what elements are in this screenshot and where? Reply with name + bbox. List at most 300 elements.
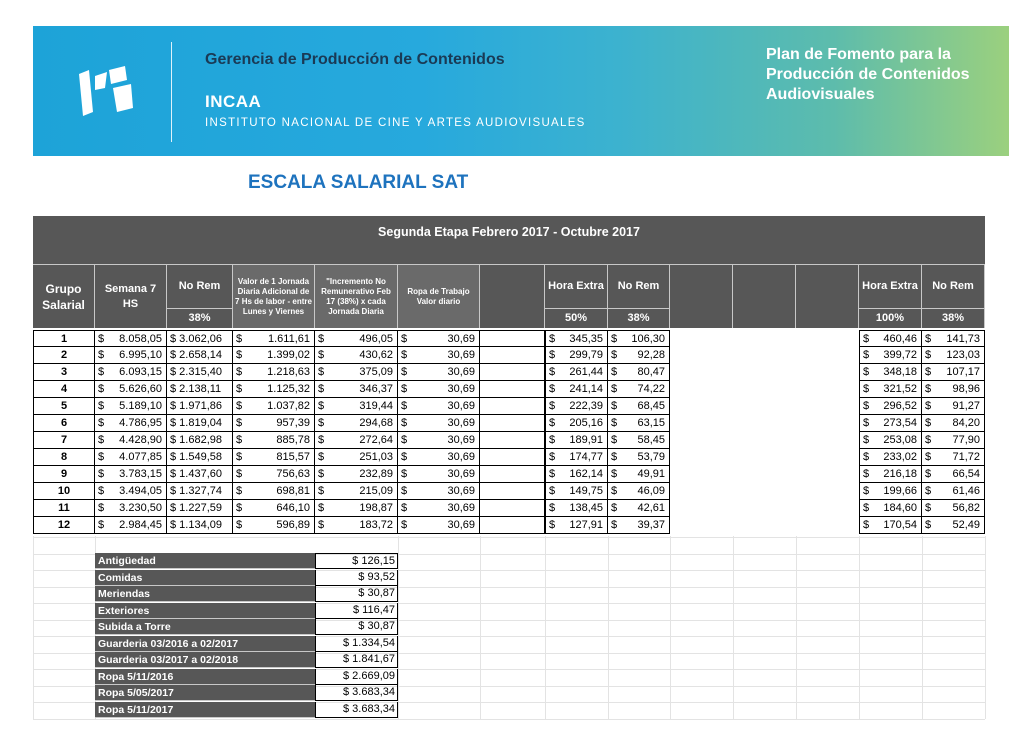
table-cell-blank [480, 381, 545, 398]
cell-value: 430,62 [359, 349, 393, 361]
cell-value: 6.093,15 [119, 366, 162, 378]
table-cell-he100 [859, 398, 922, 415]
grid-line [608, 536, 609, 719]
org-full-name: INSTITUTO NACIONAL DE CINE Y ARTES AUDIOVISUALES [205, 117, 586, 129]
table-cell-blank [480, 500, 545, 517]
table-cell-semana [95, 364, 167, 381]
currency-symbol: $ [318, 366, 325, 378]
currency-symbol: $ [611, 451, 618, 463]
cell-value: 30,69 [447, 349, 475, 361]
table-cell-ropa [398, 415, 480, 432]
table-cell-g: 4 [33, 381, 95, 398]
table-cell-incr [315, 483, 398, 500]
currency-symbol: $ [611, 434, 618, 446]
cell-value: 30,69 [447, 333, 475, 345]
cell-value: 92,28 [637, 349, 665, 361]
table-cell-ropa [398, 330, 480, 347]
table-cell-nr50 [608, 398, 670, 415]
table-cell-norem: $ 1.327,74 [167, 483, 233, 500]
col-header-blank-2 [670, 264, 733, 328]
table-cell-incr [315, 449, 398, 466]
table-cell-he100 [859, 347, 922, 364]
concept-value: $ 3.683,34 [315, 685, 398, 701]
currency-symbol: $ [98, 400, 105, 412]
cell-value: 6.995,10 [119, 349, 162, 361]
cell-value: 319,44 [359, 400, 393, 412]
concept-value: $ 116,47 [315, 603, 398, 619]
cell-value: 141,73 [946, 333, 980, 345]
grid-line [480, 536, 481, 719]
cell-value: 273,54 [883, 417, 917, 429]
cell-value: 138,45 [569, 502, 603, 514]
cell-value: 107,17 [946, 366, 980, 378]
currency-symbol: $ [401, 366, 408, 378]
currency-symbol: $ [401, 333, 408, 345]
incaa-logo-icon [75, 64, 137, 120]
cell-value: 162,14 [569, 468, 603, 480]
table-cell-he50 [545, 415, 608, 432]
table-cell-he100 [859, 500, 922, 517]
currency-symbol: $ [401, 383, 408, 395]
page-title: ESCALA SALARIAL SAT [248, 172, 469, 193]
currency-symbol: $ [925, 502, 932, 514]
currency-symbol: $ [863, 400, 870, 412]
table-cell-nr100 [922, 483, 985, 500]
currency-symbol: $ [318, 485, 325, 497]
table-cell-incr [315, 432, 398, 449]
concept-label: Ropa 5/11/2016 [95, 669, 315, 685]
currency-symbol: $ [611, 333, 618, 345]
currency-symbol: $ [98, 366, 105, 378]
table-cell-semana [95, 347, 167, 364]
cell-value: 30,69 [447, 485, 475, 497]
table-cell-he50 [545, 500, 608, 517]
cell-value: 127,91 [569, 519, 603, 531]
table-cell-he100 [859, 449, 922, 466]
table-cell-g: 8 [33, 449, 95, 466]
cell-value: 71,72 [952, 451, 980, 463]
currency-symbol: $ [318, 383, 325, 395]
cell-value: 49,91 [637, 468, 665, 480]
grid-line [733, 536, 734, 719]
currency-symbol: $ [236, 383, 243, 395]
currency-symbol: $ [925, 333, 932, 345]
cell-value: 3.494,05 [119, 485, 162, 497]
table-cell-nr50 [608, 330, 670, 347]
table-cell-nr50 [608, 415, 670, 432]
currency-symbol: $ [863, 485, 870, 497]
cell-value: 3.230,50 [119, 502, 162, 514]
currency-symbol: $ [401, 502, 408, 514]
grid-line [33, 537, 985, 538]
table-cell-jornada [233, 381, 315, 398]
table-cell-nr50 [608, 449, 670, 466]
currency-symbol: $ [401, 485, 408, 497]
cell-value: 53,79 [637, 451, 665, 463]
currency-symbol: $ [863, 434, 870, 446]
currency-symbol: $ [549, 417, 556, 429]
grid-line [796, 536, 797, 719]
cell-value: 46,09 [637, 485, 665, 497]
currency-symbol: $ [236, 502, 243, 514]
currency-symbol: $ [611, 485, 618, 497]
table-cell-incr [315, 381, 398, 398]
table-cell-norem: $ 2.658,14 [167, 347, 233, 364]
currency-symbol: $ [236, 366, 243, 378]
table-cell-blank [480, 449, 545, 466]
table-cell-he100 [859, 415, 922, 432]
cell-value: 183,72 [359, 519, 393, 531]
cell-value: 91,27 [952, 400, 980, 412]
currency-symbol: $ [925, 349, 932, 361]
cell-value: 345,35 [569, 333, 603, 345]
table-cell-he100 [859, 364, 922, 381]
grid-line [545, 536, 546, 719]
table-cell-nr50 [608, 483, 670, 500]
concept-label: Ropa 5/11/2017 [95, 702, 315, 718]
cell-value: 198,87 [359, 502, 393, 514]
table-cell-nr100 [922, 330, 985, 347]
currency-symbol: $ [318, 349, 325, 361]
table-cell-norem: $ 1.549,58 [167, 449, 233, 466]
currency-symbol: $ [236, 451, 243, 463]
table-cell-nr50 [608, 381, 670, 398]
concept-value: $ 93,52 [315, 570, 398, 586]
col-header-jornada: Valor de 1 Jornada Diaria Adicional de 7 Hs de labor - entre Lunes y Viernes [233, 264, 315, 328]
currency-symbol: $ [863, 519, 870, 531]
currency-symbol: $ [98, 485, 105, 497]
currency-symbol: $ [236, 519, 243, 531]
currency-symbol: $ [318, 434, 325, 446]
table-cell-ropa [398, 500, 480, 517]
col-header-no-rem-100: No Rem [922, 264, 985, 308]
table-cell-ropa [398, 483, 480, 500]
table-cell-incr [315, 347, 398, 364]
currency-symbol: $ [401, 451, 408, 463]
cell-value: 30,69 [447, 417, 475, 429]
concept-label: Comidas [95, 570, 315, 586]
cell-value: 346,37 [359, 383, 393, 395]
table-cell-semana [95, 432, 167, 449]
currency-symbol: $ [549, 333, 556, 345]
col-header-hora-extra-100: Hora Extra [859, 264, 922, 308]
cell-value: 77,90 [952, 434, 980, 446]
table-cell-nr100 [922, 432, 985, 449]
table-cell-ropa [398, 449, 480, 466]
table-cell-g: 3 [33, 364, 95, 381]
currency-symbol: $ [863, 383, 870, 395]
table-cell-ropa [398, 517, 480, 534]
table-cell-he50 [545, 483, 608, 500]
currency-symbol: $ [401, 417, 408, 429]
cell-value: 348,18 [883, 366, 917, 378]
currency-symbol: $ [401, 519, 408, 531]
table-cell-nr100 [922, 517, 985, 534]
table-cell-jornada [233, 432, 315, 449]
table-cell-semana [95, 330, 167, 347]
table-cell-incr [315, 466, 398, 483]
org-acronym: INCAA [205, 92, 262, 111]
currency-symbol: $ [925, 366, 932, 378]
cell-value: 4.077,85 [119, 451, 162, 463]
table-cell-blank [480, 432, 545, 449]
grid-line [398, 536, 399, 719]
currency-symbol: $ [236, 468, 243, 480]
table-cell-nr100 [922, 415, 985, 432]
cell-value: 1.218,63 [267, 366, 310, 378]
cell-value: 698,81 [276, 485, 310, 497]
cell-value: 2.984,45 [119, 519, 162, 531]
table-cell-he50 [545, 381, 608, 398]
cell-value: 30,69 [447, 502, 475, 514]
cell-value: 184,60 [883, 502, 917, 514]
currency-symbol: $ [925, 468, 932, 480]
table-cell-g: 6 [33, 415, 95, 432]
table-cell-norem: $ 1.971,86 [167, 398, 233, 415]
table-cell-he50 [545, 466, 608, 483]
cell-value: 205,16 [569, 417, 603, 429]
currency-symbol: $ [549, 485, 556, 497]
concept-value: $ 30,87 [315, 619, 398, 635]
table-cell-semana [95, 398, 167, 415]
concept-label: Guarderia 03/2017 a 02/2018 [95, 652, 315, 668]
currency-symbol: $ [549, 468, 556, 480]
grid-line [670, 536, 671, 719]
concept-label: Antigüedad [95, 553, 315, 569]
concept-label: Meriendas [95, 586, 315, 602]
cell-value: 3.783,15 [119, 468, 162, 480]
table-cell-blank [480, 398, 545, 415]
table-cell-norem: $ 1.682,98 [167, 432, 233, 449]
table-cell-nr50 [608, 432, 670, 449]
cell-value: 321,52 [883, 383, 917, 395]
currency-symbol: $ [611, 366, 618, 378]
plan-title: Plan de Fomento para la Producción de Contenidos Audiovisuales [766, 46, 970, 103]
currency-symbol: $ [318, 468, 325, 480]
table-cell-g: 12 [33, 517, 95, 534]
currency-symbol: $ [98, 333, 105, 345]
cell-value: 39,37 [637, 519, 665, 531]
currency-symbol: $ [98, 468, 105, 480]
table-cell-g: 1 [33, 330, 95, 347]
currency-symbol: $ [549, 400, 556, 412]
department-name: Gerencia de Producción de Contenidos [205, 51, 505, 68]
table-cell-ropa [398, 466, 480, 483]
currency-symbol: $ [318, 451, 325, 463]
cell-value: 30,69 [447, 434, 475, 446]
table-cell-ropa [398, 364, 480, 381]
table-cell-semana [95, 381, 167, 398]
table-cell-jornada [233, 500, 315, 517]
cell-value: 63,15 [637, 417, 665, 429]
cell-value: 253,08 [883, 434, 917, 446]
table-cell-he100 [859, 432, 922, 449]
currency-symbol: $ [925, 451, 932, 463]
table-cell-nr100 [922, 364, 985, 381]
col-header-blank-1 [480, 264, 545, 328]
concept-value: $ 1.841,67 [315, 652, 398, 668]
table-cell-ropa [398, 398, 480, 415]
table-cell-norem: $ 1.227,59 [167, 500, 233, 517]
currency-symbol: $ [925, 434, 932, 446]
cell-value: 222,39 [569, 400, 603, 412]
table-cell-he100 [859, 517, 922, 534]
currency-symbol: $ [925, 485, 932, 497]
currency-symbol: $ [925, 383, 932, 395]
cell-value: 4.428,90 [119, 434, 162, 446]
concept-label: Ropa 5/05/2017 [95, 685, 315, 701]
table-cell-semana [95, 449, 167, 466]
currency-symbol: $ [611, 417, 618, 429]
currency-symbol: $ [863, 451, 870, 463]
currency-symbol: $ [863, 366, 870, 378]
table-cell-g: 11 [33, 500, 95, 517]
table-cell-ropa [398, 432, 480, 449]
cell-value: 215,09 [359, 485, 393, 497]
table-cell-jornada [233, 449, 315, 466]
grid-line [33, 719, 985, 720]
currency-symbol: $ [236, 349, 243, 361]
currency-symbol: $ [98, 383, 105, 395]
table-cell-he100 [859, 483, 922, 500]
table-cell-norem: $ 1.437,60 [167, 466, 233, 483]
col-header-no-rem: No Rem [167, 264, 233, 308]
table-cell-jornada [233, 415, 315, 432]
table-cell-he100 [859, 381, 922, 398]
currency-symbol: $ [98, 417, 105, 429]
table-cell-g: 9 [33, 466, 95, 483]
table-cell-g: 7 [33, 432, 95, 449]
currency-symbol: $ [98, 349, 105, 361]
currency-symbol: $ [863, 417, 870, 429]
cell-value: 4.786,95 [119, 417, 162, 429]
table-cell-nr100 [922, 500, 985, 517]
cell-value: 957,39 [276, 417, 310, 429]
cell-value: 106,30 [631, 333, 665, 345]
table-cell-incr [315, 517, 398, 534]
banner-divider [171, 42, 172, 142]
cell-value: 294,68 [359, 417, 393, 429]
col-header-blank-4 [796, 264, 859, 328]
table-cell-blank [480, 466, 545, 483]
cell-value: 42,61 [637, 502, 665, 514]
table-cell-he100 [859, 330, 922, 347]
currency-symbol: $ [401, 468, 408, 480]
table-cell-incr [315, 398, 398, 415]
col-header-hora-extra-50-pct: 50% [545, 308, 608, 328]
concept-label: Subida a Torre [95, 619, 315, 635]
table-cell-jornada [233, 330, 315, 347]
cell-value: 174,77 [569, 451, 603, 463]
col-header-hora-extra-100-pct: 100% [859, 308, 922, 328]
currency-symbol: $ [611, 349, 618, 361]
table-cell-jornada [233, 517, 315, 534]
currency-symbol: $ [863, 349, 870, 361]
cell-value: 596,89 [276, 519, 310, 531]
col-header-no-rem-pct: 38% [167, 308, 233, 328]
currency-symbol: $ [549, 383, 556, 395]
cell-value: 30,69 [447, 451, 475, 463]
table-cell-incr [315, 415, 398, 432]
concept-value: $ 1.334,54 [315, 636, 398, 652]
currency-symbol: $ [549, 519, 556, 531]
currency-symbol: $ [98, 434, 105, 446]
cell-value: 399,72 [883, 349, 917, 361]
currency-symbol: $ [401, 434, 408, 446]
cell-value: 375,09 [359, 366, 393, 378]
table-cell-nr50 [608, 364, 670, 381]
table-cell-norem: $ 1.134,09 [167, 517, 233, 534]
cell-value: 1.125,32 [267, 383, 310, 395]
table-cell-blank [480, 364, 545, 381]
currency-symbol: $ [549, 434, 556, 446]
cell-value: 272,64 [359, 434, 393, 446]
table-cell-g: 5 [33, 398, 95, 415]
table-cell-nr100 [922, 381, 985, 398]
table-cell-nr50 [608, 347, 670, 364]
concept-value: $ 30,87 [315, 586, 398, 602]
col-header-hora-extra-50: Hora Extra [545, 264, 608, 308]
concept-label: Exteriores [95, 603, 315, 619]
table-cell-ropa [398, 347, 480, 364]
cell-value: 5.189,10 [119, 400, 162, 412]
cell-value: 170,54 [883, 519, 917, 531]
cell-value: 8.058,05 [119, 333, 162, 345]
table-cell-he100 [859, 466, 922, 483]
cell-value: 56,82 [952, 502, 980, 514]
cell-value: 199,66 [883, 485, 917, 497]
cell-value: 216,18 [883, 468, 917, 480]
cell-value: 30,69 [447, 366, 475, 378]
cell-value: 232,89 [359, 468, 393, 480]
currency-symbol: $ [98, 502, 105, 514]
currency-symbol: $ [863, 502, 870, 514]
currency-symbol: $ [236, 400, 243, 412]
table-cell-incr [315, 330, 398, 347]
cell-value: 815,57 [276, 451, 310, 463]
currency-symbol: $ [549, 366, 556, 378]
cell-value: 296,52 [883, 400, 917, 412]
grid-line [859, 536, 860, 719]
concept-value: $ 2.669,09 [315, 669, 398, 685]
currency-symbol: $ [611, 519, 618, 531]
concept-value: $ 126,15 [315, 553, 398, 569]
concept-label: Guarderia 03/2016 a 02/2017 [95, 636, 315, 652]
table-cell-nr50 [608, 466, 670, 483]
table-cell-norem: $ 2.138,11 [167, 381, 233, 398]
currency-symbol: $ [863, 333, 870, 345]
cell-value: 30,69 [447, 468, 475, 480]
currency-symbol: $ [549, 502, 556, 514]
table-cell-he50 [545, 517, 608, 534]
currency-symbol: $ [236, 417, 243, 429]
table-cell-he50 [545, 364, 608, 381]
cell-value: 58,45 [637, 434, 665, 446]
cell-value: 1.399,02 [267, 349, 310, 361]
currency-symbol: $ [611, 383, 618, 395]
table-cell-he50 [545, 398, 608, 415]
table-cell-blank [480, 415, 545, 432]
table-cell-semana [95, 466, 167, 483]
cell-value: 66,54 [952, 468, 980, 480]
cell-value: 98,96 [952, 383, 980, 395]
table-cell-norem: $ 2.315,40 [167, 364, 233, 381]
table-cell-blank [480, 517, 545, 534]
cell-value: 1.037,82 [267, 400, 310, 412]
table-cell-he50 [545, 330, 608, 347]
cell-value: 80,47 [637, 366, 665, 378]
cell-value: 460,46 [883, 333, 917, 345]
